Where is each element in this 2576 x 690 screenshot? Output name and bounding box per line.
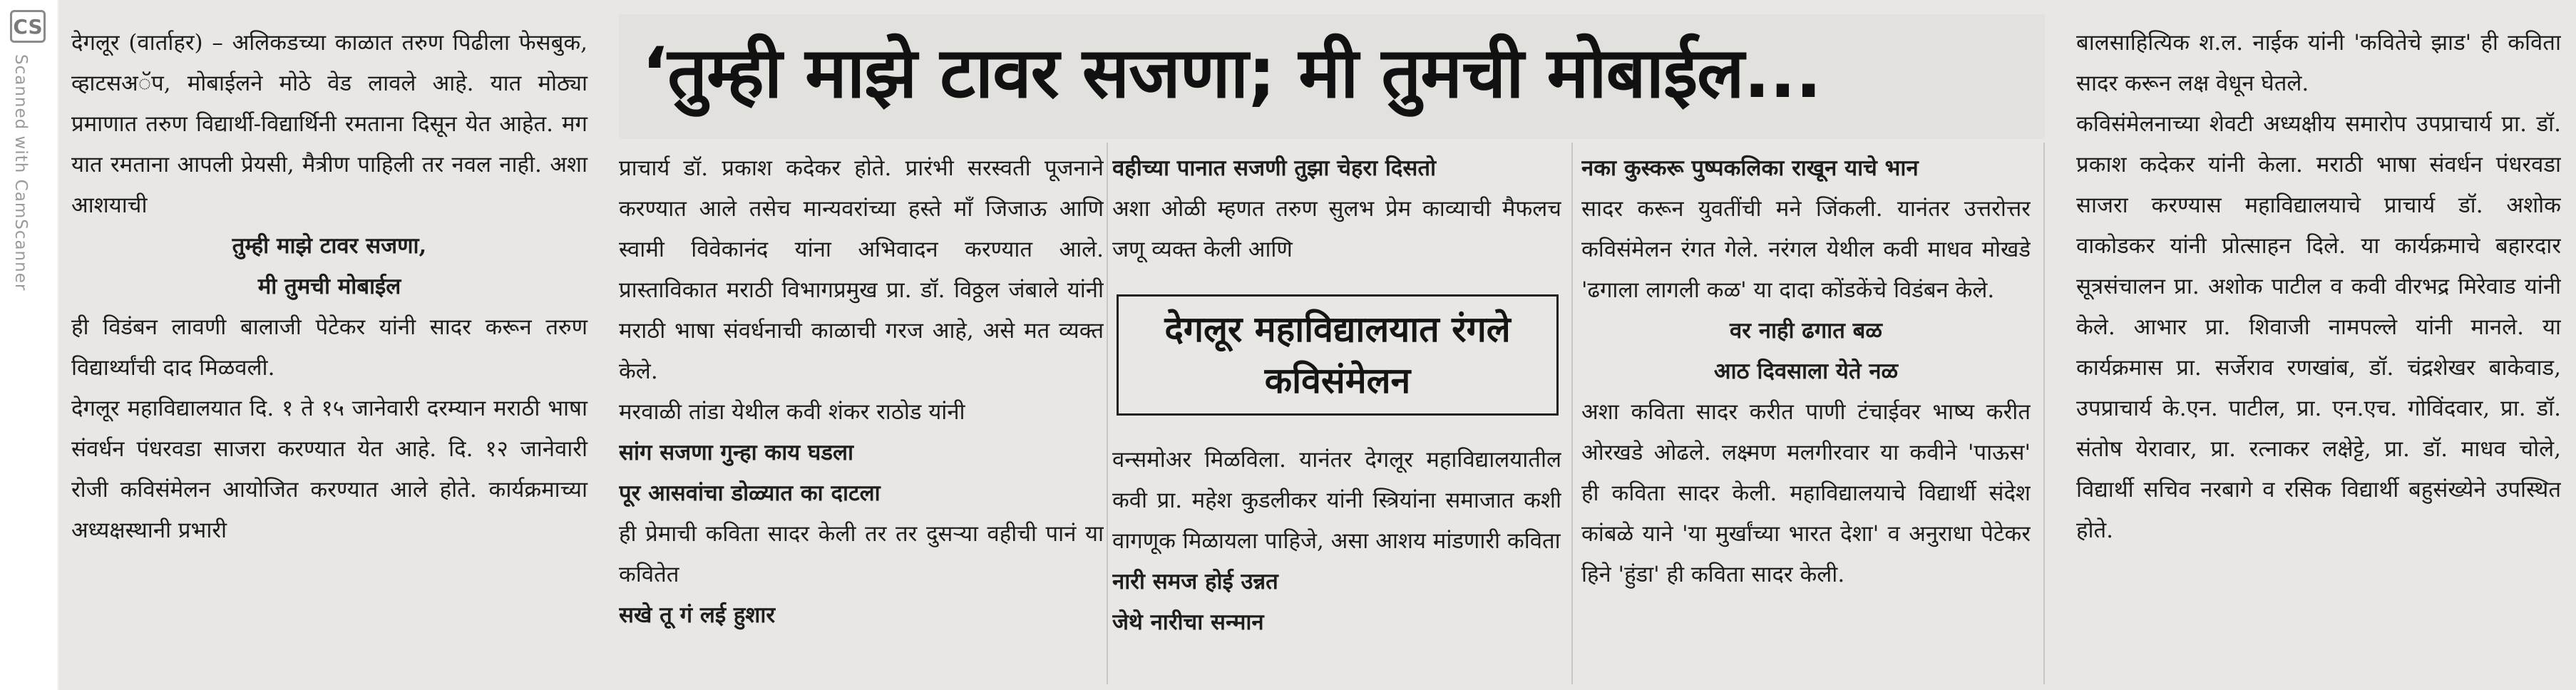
article-column-2 xyxy=(619,0,1104,690)
paragraph: देगलूर महाविद्यालयात दि. १ ते १५ जानेवारी दरम्यान मराठी भाषा संवर्धन पंधरवडा साजरा करण्यात येत आहे. दि. १२ जानेवारी रोजी कविसंमेलन आयोजित करण्यात आले होते. कार्यक्रमाच्या अध्यक्षस्थानी प्रभारी xyxy=(71,396,587,543)
paragraph: ही प्रेमाची कविता सादर केली तर तर दुसऱ्या वहीची पानं या कवितेत xyxy=(619,521,1104,587)
verse-line: पूर आसवांचा डोळ्यात का दाटला xyxy=(619,480,881,506)
verse-line: तुम्ही माझे टावर सजणा, xyxy=(232,233,427,259)
verse-line: सखे तू गं लई हुशार xyxy=(619,602,776,628)
paragraph: अशा कविता सादर करीत पाणी टंचाईवर भाष्य करीत ओरखडे ओढले. लक्ष्मण मलगीरवार या कवीने 'पाऊस' ही कविता सादर केली. महाविद्यालयाचे विद्यार्थी संदेश कांबळे याने 'या मुर्खांच्या भारत देशा' व अनुराधा पेटेकर हिने 'हुंडा' ही कविता सादर केली. xyxy=(1581,399,2031,587)
scanner-margin xyxy=(0,0,57,690)
column-divider xyxy=(1107,143,1108,684)
verse-line: सांग सजणा गुन्हा काय घडला xyxy=(619,440,853,465)
article-column-5 xyxy=(2076,0,2561,690)
paragraph: ही विडंबन लावणी बालाजी पेटेकर यांनी सादर करून तरुण विद्यार्थ्यांची दाद मिळवली. xyxy=(71,314,587,381)
camscanner-logo-icon: CS xyxy=(10,10,46,43)
paragraph: बालसाहित्यिक श.ल. नाईक यांनी 'कवितेचे झाड' ही कविता सादर करून लक्ष वेधून घेतले. xyxy=(2076,30,2561,96)
verse-line: नारी समज होई उन्नत xyxy=(1112,569,1278,594)
column-divider xyxy=(2043,143,2045,684)
verse-line: आठ दिवसाला येते नळ xyxy=(1713,359,1899,384)
paragraph: वन्समोअर मिळविला. यानंतर देगलूर महाविद्यालयातील कवी प्रा. महेश कुडलीकर यांनी स्त्रियांना समाजात कशी वागणूक मिळायला पाहिजे, असा आशय मांडणारी कविता xyxy=(1112,447,1561,554)
verse-line: वहीच्या पानात सजणी तुझा चेहरा दिसतो xyxy=(1112,155,1437,181)
verse-line: मी तुमची मोबाईल xyxy=(257,274,401,299)
article-column-4 xyxy=(1581,0,2031,690)
verse-line: वर नाही ढगात बळ xyxy=(1730,318,1882,344)
article-headline: ‘तुम्ही माझे टावर सजणा; मी तुमची मोबाईल... xyxy=(642,33,1822,114)
verse-line: नका कुस्करू पुष्पकलिका राखून याचे भान xyxy=(1581,155,1919,181)
scanner-watermark: Scanned with CamScanner xyxy=(11,54,30,292)
paragraph: देगलूर (वार्ताहर) – अलिकडच्या काळात तरुण पिढीला फेसबुक, व्हाटसअॅप, मोबाईलने मोठे वेड लावले आहे. यात मोठ्या प्रमाणात तरुण विद्यार्थी-विद्यार्थिनी रमताना दिसून येत आहेत. मग यात रमताना आपली प्रेयसी, मैत्रीण पाहिली तर नवल नाही. अशा आशयाची xyxy=(71,30,587,218)
article-column-1 xyxy=(66,0,592,690)
paragraph: मरवाळी तांडा येथील कवी शंकर राठोड यांनी xyxy=(619,399,965,425)
column-divider xyxy=(1571,143,1573,684)
verse-line: जेथे नारीचा सन्मान xyxy=(1112,609,1264,635)
paragraph: कविसंमेलनाच्या शेवटी अध्यक्षीय समारोप उपप्राचार्य प्रा. डॉ. प्रकाश कदेकर यांनी केला. मराठी भाषा संवर्धन पंधरवडा साजरा करण्यास महाविद्यालयाचे प्राचार्य डॉ. अशोक वाकोडकर यांनी प्रोत्साहन दिले. या कार्यक्रमाचे बहारदार सूत्रसंचालन प्रा. अशोक पाटील व कवी वीरभद्र मिरेवाड यांनी केले. आभार प्रा. शिवाजी नामपल्ले यांनी मानले. या कार्यक्रमास प्रा. सर्जेराव रणखांब, डॉ. चंद्रशेखर बाकेवाड, उपप्राचार्य के.एन. पाटील, प्रा. एन.एच. गोविंदवार, प्रा. डॉ. संतोष येरावार, प्रा. रत्नाकर लक्षेट्टे, प्रा. डॉ. माधव चोले, विद्यार्थी सचिव नरबागे व रसिक विद्यार्थी बहुसंख्येने उपस्थित होते. xyxy=(2076,111,2561,543)
paragraph: सादर करून युवतींची मने जिंकली. यानंतर उत्तरोत्तर कविसंमेलन रंगत गेले. नरंगल येथील कवी माधव मोखडे 'ढगाला लागली कळ' या दादा कोंडकेंचे विडंबन केले. xyxy=(1581,196,2031,303)
paragraph: अशा ओळी म्हणत तरुण सुलभ प्रेम काव्याची मैफलच जणू व्यक्त केली आणि xyxy=(1112,196,1561,262)
article-column-3 xyxy=(1112,0,1561,690)
paragraph: प्राचार्य डॉ. प्रकाश कदेकर होते. प्रारंभी सरस्वती पूजनाने करण्यात आले तसेच मान्यवरांच्या हस्ते माँ जिजाऊ आणि स्वामी विवेकानंद यांना अभिवादन करण्यात आले. प्रास्ताविकात मराठी विभागप्रमुख प्रा. डॉ. विठ्ठल जंबाले यांनी मराठी भाषा संवर्धनाची काळाची गरज आहे, असे मत व्यक्त केले. xyxy=(619,155,1104,384)
boxed-subheadline: देगलूर महाविद्यालयात रंगले कविसंमेलन xyxy=(1117,294,1559,416)
